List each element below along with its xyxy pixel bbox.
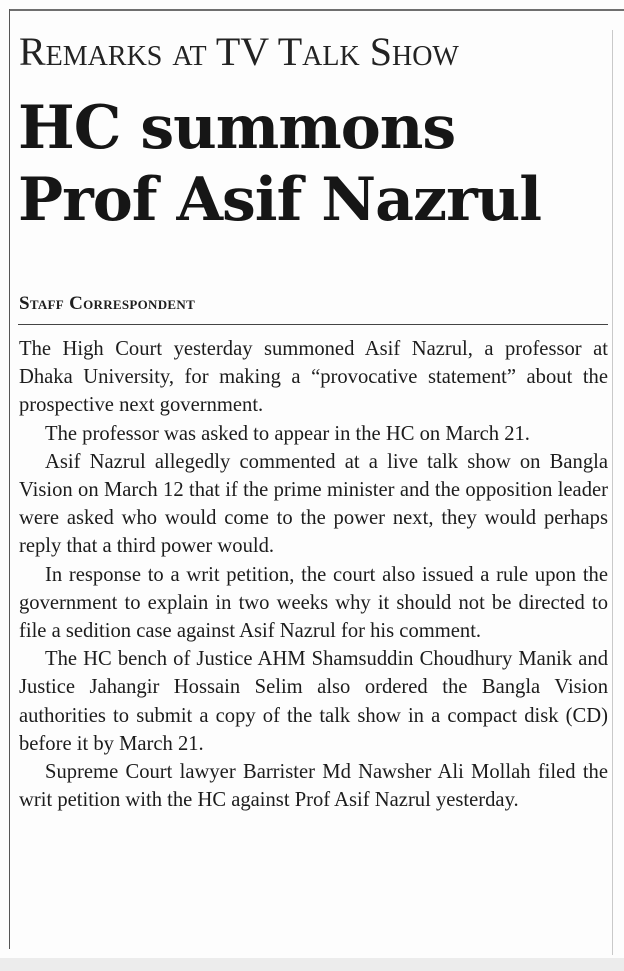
headline: HC summons Prof Asif Nazrul	[18, 93, 542, 235]
paragraph-4: In response to a writ petition, the court also issued a rule upon the government to explain in two weeks why it should not be directed to file a sedition case against Asif Nazrul for his comment.	[19, 563, 608, 643]
paragraph-3: Asif Nazrul allegedly commented at a live talk show on Bangla Vision on March 12 that if the prime minister and the opposition leader were asked who would come to the power next, they would perhaps reply that a third power would.	[19, 450, 608, 558]
paragraph-6: Supreme Court lawyer Barrister Md Nawsher Ali Mollah filed the writ petition with the HC against Prof Asif Nazrul yesterday.	[19, 761, 608, 812]
kicker: Remarks at TV Talk Show	[19, 29, 459, 74]
top-border-rule	[9, 9, 624, 11]
byline: Staff Correspondent	[19, 293, 196, 314]
paragraph-2: The professor was asked to appear in the HC on March 21.	[45, 422, 530, 445]
bottom-edge	[0, 958, 624, 971]
left-column-rule	[9, 9, 10, 949]
paragraph-1: The High Court yesterday summoned Asif Nazrul, a professor at Dhaka University, for making a “provocative statement” about the prospective next government.	[19, 338, 608, 417]
article-body	[19, 335, 608, 814]
byline-rule	[18, 324, 608, 325]
paragraph-5: The HC bench of Justice AHM Shamsuddin Choudhury Manik and Justice Jahangir Hossain Selim also ordered the Bangla Vision authorities to submit a copy of the talk show in a compact disk (CD) before it by March 21.	[19, 648, 608, 755]
